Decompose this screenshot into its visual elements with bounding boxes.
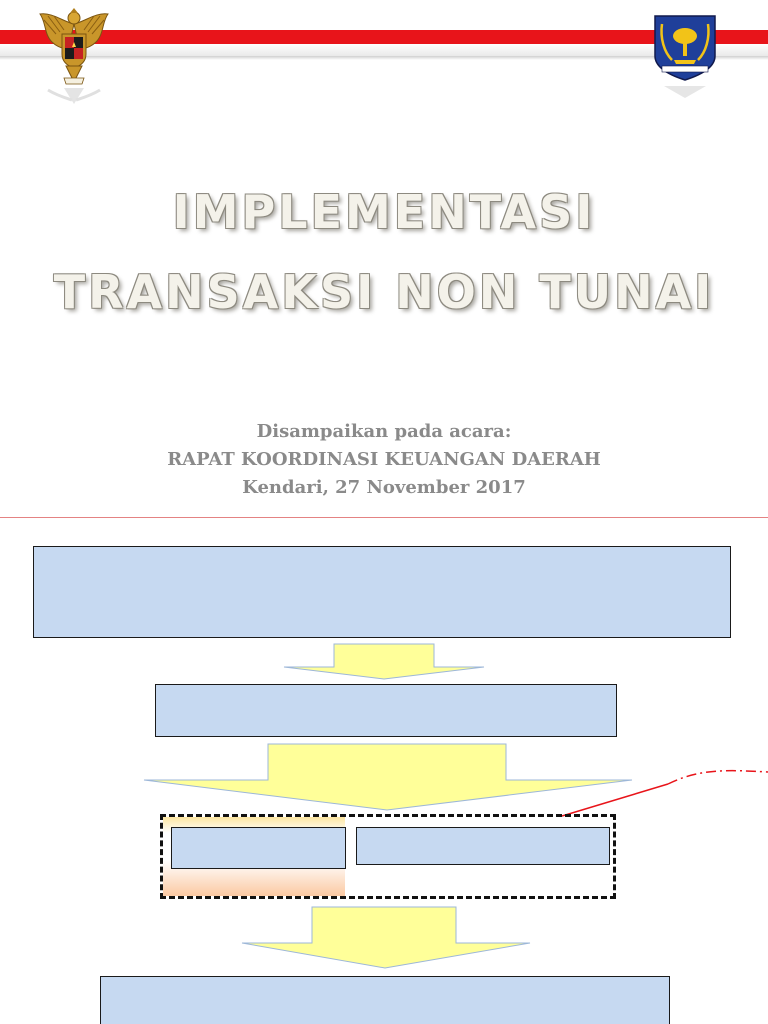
subtitle-line-1: Disampaikan pada acara: — [256, 421, 512, 442]
title-line-2: TRANSAKSI NON TUNAI — [53, 265, 715, 319]
flow-box-4 — [356, 827, 610, 865]
flow-box-1 — [33, 546, 731, 638]
subtitle-line-2: RAPAT KOORDINASI KEUANGAN DAERAH — [167, 449, 601, 470]
flow-box-3 — [171, 827, 346, 869]
slide-subtitle — [0, 418, 768, 502]
flow-diagram-slide — [0, 518, 768, 1024]
flow-arrow-2 — [144, 744, 632, 810]
slide-title — [0, 172, 768, 332]
kemendagri-emblem-icon — [650, 10, 720, 102]
flow-arrow-3 — [242, 907, 530, 968]
subtitle-line-3: Kendari, 27 November 2017 — [242, 477, 526, 498]
red-connector-line — [562, 784, 668, 816]
red-connector-dash — [668, 771, 768, 784]
flow-box-5 — [100, 976, 670, 1024]
garuda-pancasila-icon — [34, 4, 114, 108]
title-line-1: IMPLEMENTASI — [172, 185, 596, 239]
flow-box-2 — [155, 684, 617, 737]
flow-arrow-1 — [284, 644, 484, 679]
